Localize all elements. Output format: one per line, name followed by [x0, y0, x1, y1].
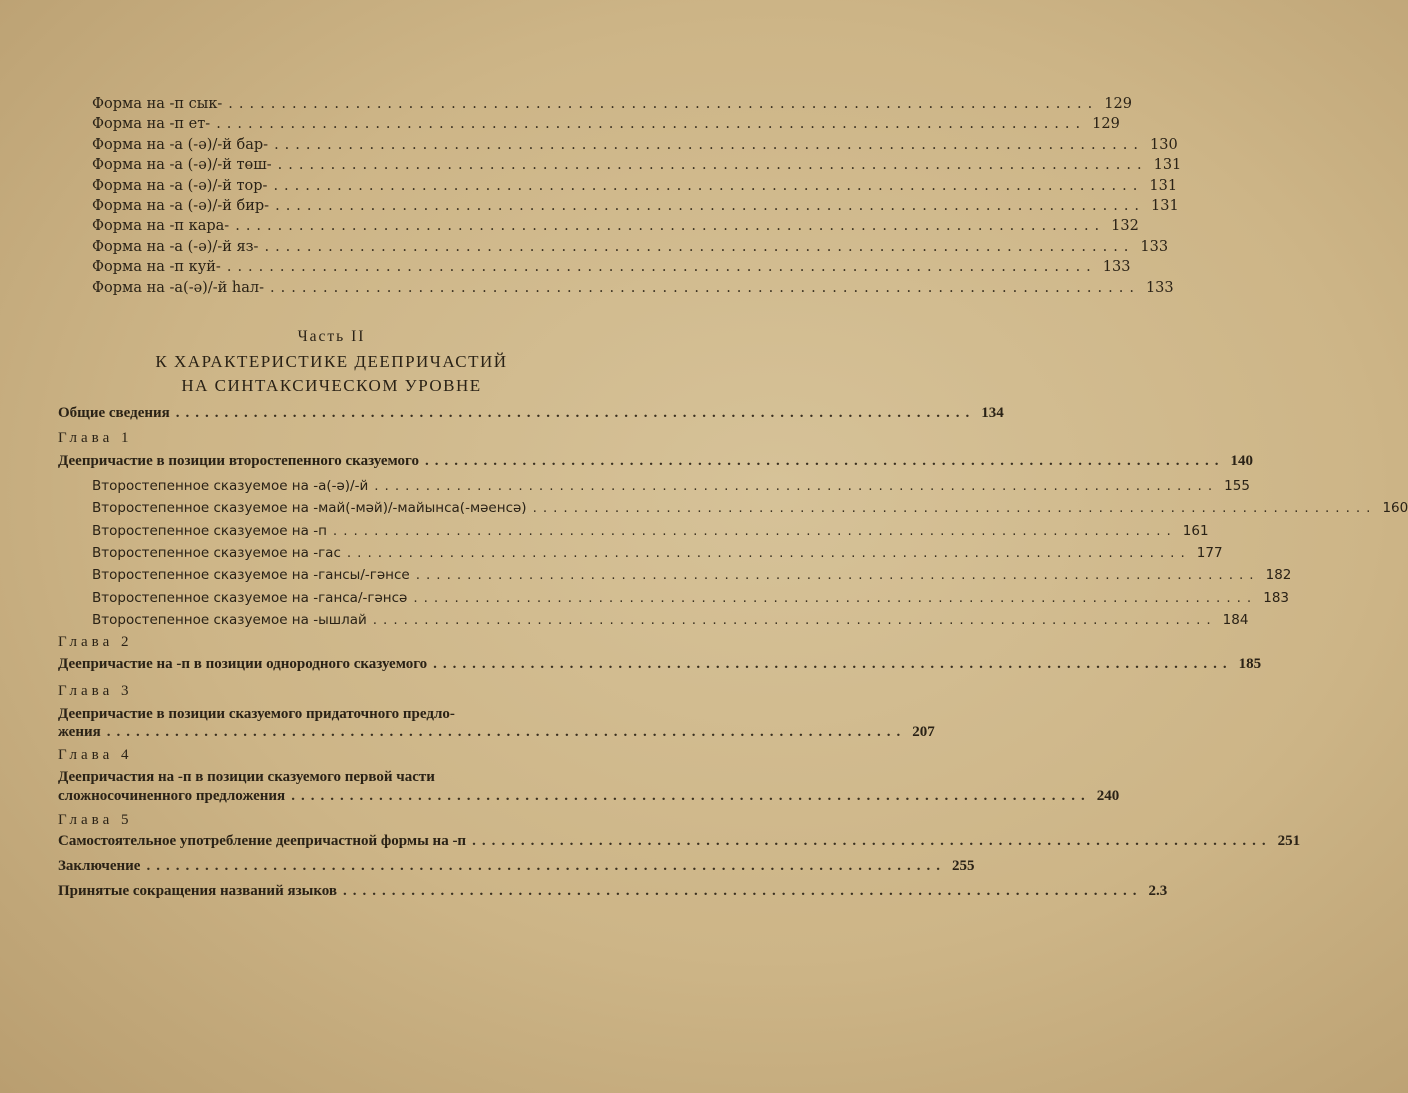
entry-text: Форма на -а (-ә)/-й тор- [92, 177, 268, 194]
entry-text: Самостоятельное употребление деепричастной формы на -п [58, 833, 467, 849]
page-number: 184 [1222, 611, 1249, 628]
part-title-line1: К ХАРАКТЕРИСТИКЕ ДЕЕПРИЧАСТИЙ [155, 352, 508, 371]
entry-text: Форма на -а(-ә)/-й һал- [92, 279, 264, 296]
leader-dots: .................................................................................. [424, 453, 1225, 469]
page-number: 207 [912, 724, 935, 740]
chapter-label: Глава 5 [58, 812, 133, 828]
toc-entry-chapter1 [58, 451, 1253, 471]
leader-dots: .................................................................................. [216, 116, 1087, 133]
page-number: 133 [1102, 259, 1131, 276]
toc-entry [92, 610, 1249, 630]
leader-dots: .................................................................................. [343, 883, 1143, 899]
leader-dots: .................................................................................. [413, 589, 1258, 606]
page-number: 133 [1145, 279, 1174, 296]
entry-text: Второстепенное сказуемое на -гансы/-гәнсе [92, 567, 410, 584]
page-number: 185 [1238, 656, 1262, 672]
page-number: 131 [1151, 198, 1179, 214]
entry-text-line1: Деепричастия на -п в позиции сказуемого первой части [58, 769, 435, 785]
leader-dots: .................................................................................. [226, 259, 1097, 276]
page-number: 2.3 [1148, 883, 1168, 899]
entry-text: Общие сведения [58, 405, 170, 421]
toc-entry [92, 135, 1178, 155]
toc-entry [92, 237, 1169, 257]
leader-dots: .................................................................................. [175, 405, 976, 421]
toc-entry [92, 257, 1131, 277]
toc-entry [92, 476, 1250, 496]
page-number: 130 [1150, 136, 1178, 153]
leader-dots: .................................................................................. [275, 198, 1146, 214]
entry-text: Второстепенное сказуемое на -май(-мәй)/-майынса(-мәенсә) [92, 500, 527, 517]
page-number: 251 [1277, 833, 1301, 849]
leader-dots: .................................................................................. [472, 833, 1272, 849]
page-number: 161 [1182, 522, 1209, 539]
part-label: Часть II [297, 328, 366, 345]
entry-text: Форма на -п ет- [92, 116, 211, 133]
toc-entry [92, 176, 1178, 196]
toc-entry [92, 196, 1179, 216]
toc-entry [92, 155, 1182, 175]
leader-dots: .................................................................................. [274, 136, 1145, 153]
page-number: 131 [1153, 157, 1182, 174]
toc-entry [92, 498, 1408, 518]
toc-entry-chapter5 [58, 831, 1301, 851]
page-number: 129 [1104, 96, 1132, 112]
page-number: 134 [981, 405, 1004, 421]
page-number: 177 [1196, 544, 1223, 561]
page-number: 160 [1382, 500, 1408, 517]
leader-dots: .................................................................................. [372, 611, 1217, 628]
page-number: 255 [951, 858, 975, 874]
page-number: 182 [1265, 567, 1292, 584]
page-number: 140 [1230, 453, 1253, 469]
chapter-label: Глава 4 [58, 747, 133, 763]
toc-entry [92, 543, 1223, 563]
toc-entry-chapter2 [58, 654, 1262, 674]
toc-entry [92, 521, 1209, 541]
leader-dots: .................................................................................. [235, 218, 1106, 235]
toc-entry [92, 114, 1120, 134]
entry-text: Форма на -а (-ә)/-й яз- [92, 238, 259, 255]
entry-text-line2: жения [58, 724, 101, 740]
entry-text-line1: Деепричастие в позиции сказуемого придаточного предло- [58, 706, 455, 722]
entry-text: Заключение [58, 858, 141, 874]
entry-text: Форма на -п сык- [92, 96, 223, 112]
leader-dots: .................................................................................. [346, 544, 1191, 561]
toc-entry [92, 588, 1290, 608]
page-number: 240 [1096, 788, 1120, 804]
page-number: 131 [1149, 177, 1178, 194]
toc-entry-chapter4 [58, 786, 1120, 806]
toc-entry-chapter3 [58, 722, 935, 742]
toc-entry [92, 278, 1174, 298]
chapter-label: Глава 2 [58, 634, 133, 650]
entry-text-line2: сложносочиненного предложения [58, 788, 286, 804]
page-number: 132 [1111, 218, 1139, 235]
entry-text: Деепричастие в позиции второстепенного сказуемого [58, 453, 419, 469]
part-title-line2: НА СИНТАКСИЧЕСКОМ УРОВНЕ [181, 376, 482, 395]
chapter-label: Глава 1 [58, 430, 133, 446]
page-number: 129 [1092, 116, 1120, 133]
entry-text: Второстепенное сказуемое на -ышлай [92, 611, 367, 628]
entry-text: Второстепенное сказуемое на -ганса/-гәнсә [92, 589, 408, 606]
toc-entry [92, 94, 1132, 114]
leader-dots: .................................................................................. [264, 238, 1135, 255]
toc-entry [92, 216, 1139, 236]
toc-entry-conclusion [58, 856, 975, 876]
leader-dots: .................................................................................. [374, 478, 1219, 494]
chapter-label: Глава 3 [58, 683, 133, 699]
page-number: 133 [1140, 238, 1169, 255]
entry-text: Форма на -а (-ә)/-й төш- [92, 157, 272, 174]
entry-text: Принятые сокращения названий языков [58, 883, 337, 899]
leader-dots: .................................................................................. [106, 724, 907, 740]
page-number: 183 [1263, 589, 1290, 606]
entry-text: Форма на -а (-ә)/-й бир- [92, 198, 270, 214]
leader-dots: .................................................................................. [532, 500, 1377, 517]
entry-text: Форма на -п куй- [92, 259, 221, 276]
entry-text: Деепричастие на -п в позиции однородного сказуемого [58, 656, 428, 672]
entry-text: Второстепенное сказуемое на -гас [92, 544, 341, 561]
entry-text: Второстепенное сказуемое на -п [92, 522, 327, 539]
toc-entry-general [58, 403, 1004, 423]
leader-dots: .................................................................................. [146, 858, 946, 874]
toc-entry [92, 565, 1292, 585]
leader-dots: .................................................................................. [291, 788, 1091, 804]
leader-dots: .................................................................................. [433, 656, 1233, 672]
leader-dots: .................................................................................. [228, 96, 1099, 112]
leader-dots: .................................................................................. [270, 279, 1140, 296]
entry-text: Форма на -п кара- [92, 218, 230, 235]
leader-dots: .................................................................................. [277, 157, 1148, 174]
leader-dots: .................................................................................. [273, 177, 1144, 194]
page-number: 155 [1224, 478, 1250, 494]
leader-dots: .................................................................................. [332, 522, 1177, 539]
leader-dots: .................................................................................. [415, 567, 1260, 584]
toc-entry-abbreviations [58, 881, 1168, 901]
entry-text: Второстепенное сказуемое на -а(-ә)/-й [92, 478, 369, 494]
entry-text: Форма на -а (-ә)/-й бар- [92, 136, 269, 153]
